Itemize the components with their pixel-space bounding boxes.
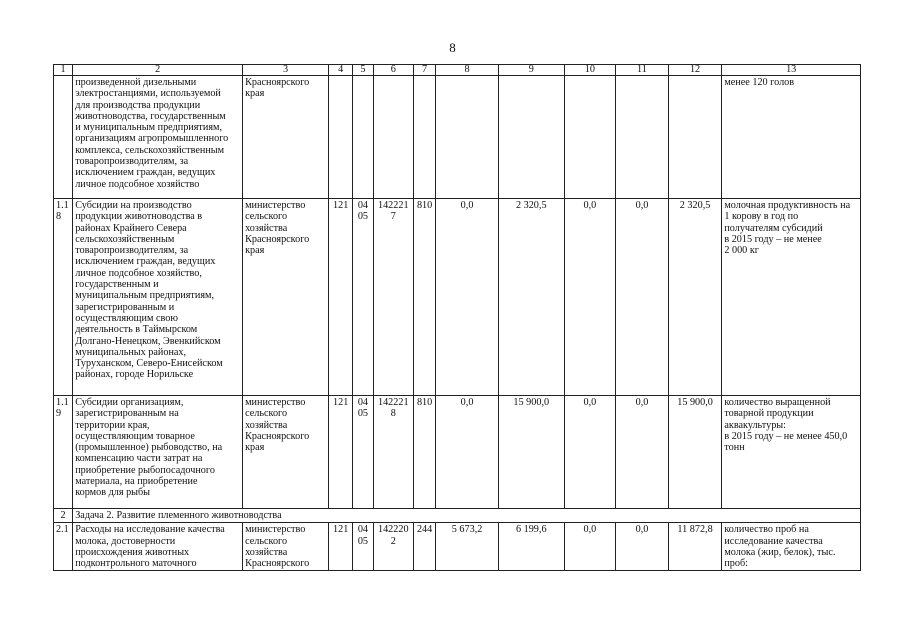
header-cell: 7	[413, 65, 435, 76]
code-cell	[329, 76, 353, 199]
expected-result: количество выращенной товарной продукции аквакультуры: в 2015 году – не менее 450,0 тонн	[722, 396, 861, 509]
amount-cell: 5 673,2	[436, 523, 499, 571]
table-row	[54, 396, 861, 509]
task-title: Задача 2. Развитие племенного животноводства	[73, 509, 861, 523]
measure-name: Расходы на исследование качества молока, достоверности происхождения животных подконтрольного маточного	[73, 523, 243, 571]
amount-cell: 0,0	[616, 396, 669, 509]
code-cell	[413, 76, 435, 199]
amount-cell: 6 199,6	[498, 523, 564, 571]
column-number-row	[54, 65, 861, 76]
code-cell: 121	[329, 396, 353, 509]
row-number: 2.1	[54, 523, 73, 571]
amount-cell: 0,0	[564, 523, 616, 571]
expected-result: менее 120 голов	[722, 76, 861, 199]
header-cell: 5	[353, 65, 373, 76]
row-number: 2	[54, 509, 73, 523]
amount-cell	[436, 76, 499, 199]
row-number: 1.18	[54, 199, 73, 396]
measure-name: Субсидии организациям, зарегистрированным на территории края, осуществляющим товарное (промышленное) рыбоводство, на компенсацию части затрат на приобретение рыбопосадочного материала, на приобретение кормов для рыбы	[73, 396, 243, 509]
row-number	[54, 76, 73, 199]
amount-cell: 15 900,0	[668, 396, 722, 509]
amount-cell: 15 900,0	[498, 396, 564, 509]
measure-name: произведенной дизельными электростанциями, используемой для производства продукции животноводства, государственным и муниципальным предприятиям, организациям агропромышленного комплекса, сельскохозяйственным товаропроизводителям, за исключением граждан, ведущих личное подсобное хозяйство	[73, 76, 243, 199]
code-cell: 810	[413, 396, 435, 509]
amount-cell: 0,0	[436, 396, 499, 509]
amount-cell: 0,0	[616, 523, 669, 571]
responsible-body: министерство сельского хозяйства Красноярского	[243, 523, 329, 571]
row-number: 1.19	[54, 396, 73, 509]
header-cell: 9	[498, 65, 564, 76]
amount-cell	[564, 76, 616, 199]
expected-result: молочная продуктивность на 1 корову в год по получателям субсидий в 2015 году – не менее 2 000 кг	[722, 199, 861, 396]
amount-cell	[616, 76, 669, 199]
code-cell	[353, 76, 373, 199]
amount-cell: 0,0	[616, 199, 669, 396]
amount-cell: 0,0	[564, 396, 616, 509]
expected-result: количество проб на исследование качества молока (жир, белок), тыс. проб:	[722, 523, 861, 571]
code-cell: 121	[329, 523, 353, 571]
code-cell: 121	[329, 199, 353, 396]
header-cell: 10	[564, 65, 616, 76]
header-cell: 3	[243, 65, 329, 76]
code-cell	[373, 76, 413, 199]
task-row	[54, 509, 861, 523]
header-cell: 6	[373, 65, 413, 76]
code-cell: 1422218	[373, 396, 413, 509]
code-cell: 810	[413, 199, 435, 396]
code-cell: 1422202	[373, 523, 413, 571]
page-number: 8	[449, 40, 456, 55]
amount-cell: 2 320,5	[668, 199, 722, 396]
code-cell: 0405	[353, 523, 373, 571]
header-cell: 11	[616, 65, 669, 76]
header-cell: 13	[722, 65, 861, 76]
table-row	[54, 76, 861, 199]
table-row	[54, 199, 861, 396]
measure-name: Субсидии на производство продукции животноводства в районах Крайнего Севера сельскохозяйственным товаропроизводителям, за исключением граждан, ведущих личное подсобное хозяйство, государственным и муниципальным предприятиям, зарегистрированным и осуществляющим свою деятельность в Таймырском Долгано-Ненецком, Эвенкийском муниципальных районах, Туруханском, Северо-Енисейском районах, городе Норильске	[73, 199, 243, 396]
amount-cell: 0,0	[436, 199, 499, 396]
amount-cell: 11 872,8	[668, 523, 722, 571]
amount-cell: 0,0	[564, 199, 616, 396]
code-cell: 1422217	[373, 199, 413, 396]
amount-cell	[498, 76, 564, 199]
responsible-body: министерство сельского хозяйства Красноярского края	[243, 199, 329, 396]
code-cell: 0405	[353, 199, 373, 396]
header-cell: 1	[54, 65, 73, 76]
code-cell: 244	[413, 523, 435, 571]
header-cell: 8	[436, 65, 499, 76]
code-cell: 0405	[353, 396, 373, 509]
header-cell: 4	[329, 65, 353, 76]
header-cell: 12	[668, 65, 722, 76]
responsible-body: министерство сельского хозяйства Красноярского края	[243, 396, 329, 509]
amount-cell	[668, 76, 722, 199]
amount-cell: 2 320,5	[498, 199, 564, 396]
table-row	[54, 523, 861, 571]
budget-table	[53, 64, 861, 571]
header-cell: 2	[73, 65, 243, 76]
responsible-body: Красноярского края	[243, 76, 329, 199]
